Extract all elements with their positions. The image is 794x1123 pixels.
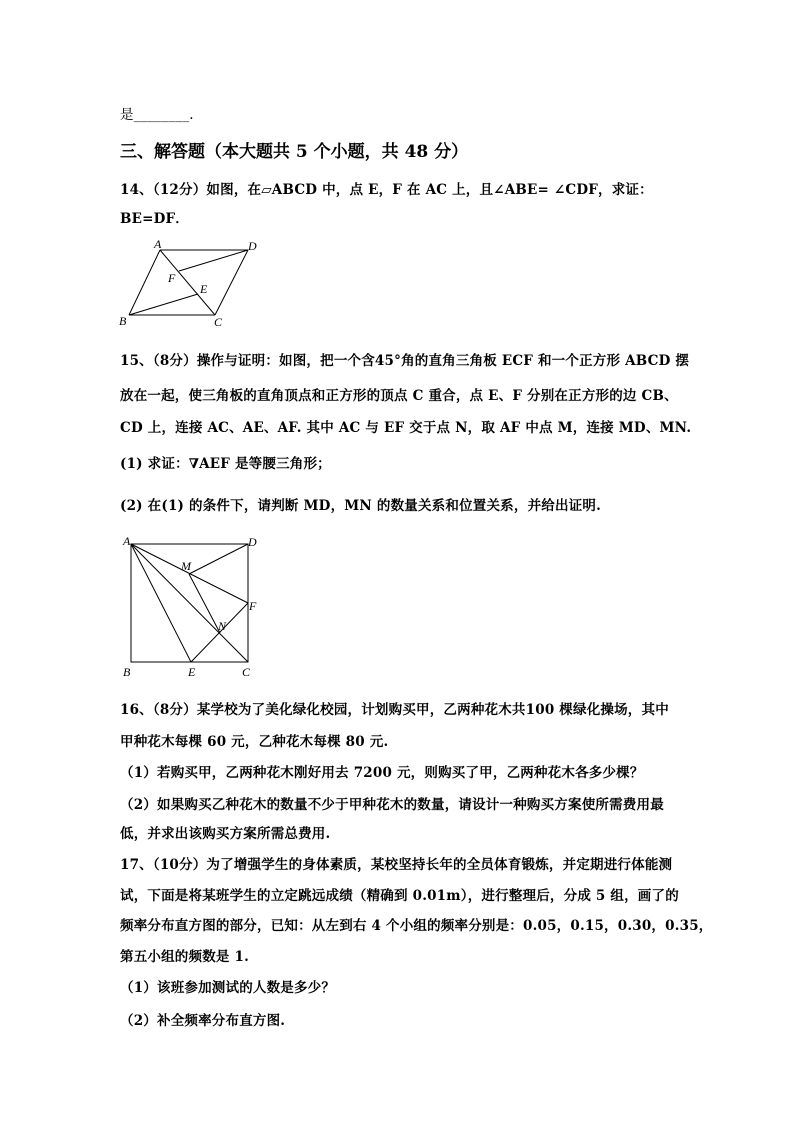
q17-part1: （1）该班参加测试的人数是多少？: [120, 980, 336, 996]
fig15-seg-md: [189, 544, 248, 574]
fig14-label-b: B: [119, 314, 127, 328]
fig14-edge-dc: [215, 250, 248, 315]
fig14-label-c: C: [214, 315, 223, 329]
fig14-label-e: E: [200, 282, 208, 296]
fig15-label-b: B: [123, 665, 131, 679]
q16-line1: 16、（8分）某学校为了美化绿化校园，计划购买甲，乙两种花木共100 棵绿化操场，其中: [120, 702, 669, 718]
fig15-label-n: N: [218, 619, 227, 633]
fig14-label-d: D: [248, 239, 257, 253]
q15-line3: CD 上，连接 AC、AE、AF. 其中 AC 与 EF 交于点 N，取 AF 中点 M，连接 MD、MN.: [120, 420, 692, 436]
fig14-seg-be: [129, 294, 198, 315]
q14-line1: 14、（12分）如图，在▱ABCD 中，点 E，F 在 AC 上，且∠ABE= ∠CDF，求证：: [120, 182, 653, 198]
q16-line2: 甲种花木每棵 60 元，乙种花木每棵 80 元.: [120, 734, 389, 750]
q17-line4: 第五小组的频数是 1.: [120, 949, 249, 965]
q17-line2: 试，下面是将某班学生的立定跳远成绩（精确到 0.01m），进行整理后，分成 5 组，画了的: [120, 888, 679, 904]
fig14-label-a: A: [154, 237, 162, 251]
q14-line2: BE=DF．: [120, 211, 190, 227]
fig15-label-c: C: [242, 665, 251, 679]
q17-line1: 17、（10分）为了增强学生的身体素质，某校坚持长年的全员体育锻炼，并定期进行体能测: [120, 857, 673, 873]
q16-part2a: （2）如果购买乙种花木的数量不少于甲种花木的数量，请设计一种购买方案使所需费用最: [120, 797, 664, 813]
fig15-label-e: E: [188, 665, 196, 679]
q15-line2: 放在一起，使三角板的直角顶点和正方形的顶点 C 重合，点 E、F 分别在正方形的边 CB、: [120, 388, 678, 404]
q16-part2b: 低，并求出该购买方案所需总费用.: [120, 826, 331, 842]
fig14-edge-ba: [129, 250, 160, 315]
fig15-seg-mn: [189, 574, 220, 633]
section-heading: 三、解答题（本大题共 5 个小题，共 48 分）: [120, 142, 469, 162]
fig15-label-m: M: [181, 559, 191, 573]
top-answer-line: 是________.: [120, 107, 194, 123]
q16-part1: （1）若购买甲，乙两种花木刚好用去 7200 元，则购买了甲，乙两种花木各多少棵？: [120, 765, 644, 781]
fig14-seg-df: [179, 250, 248, 271]
q15-part1: (1) 求证：∇AEF 是等腰三角形；: [120, 456, 331, 472]
q15-line1: 15、（8分）操作与证明：如图，把一个含45°角的直角三角板 ECF 和一个正方形 ABCD 摆: [120, 353, 690, 369]
fig15-label-f: F: [249, 599, 257, 613]
q15-square-figure: [118, 530, 268, 682]
q15-part2: (2) 在(1) 的条件下，请判断 MD，MN 的数量关系和位置关系，并给出证明.: [120, 498, 601, 514]
fig14-label-f: F: [168, 271, 176, 285]
q17-part2: （2）补全频率分布直方图.: [120, 1013, 286, 1029]
fig15-label-d: D: [248, 535, 257, 549]
q14-parallelogram-figure: [112, 236, 272, 332]
q17-line3: 频率分布直方图的部分，已知：从左到右 4 个小组的频率分别是：0.05，0.15，0.30，0.35，: [120, 918, 713, 934]
fig15-label-a: A: [123, 534, 131, 548]
